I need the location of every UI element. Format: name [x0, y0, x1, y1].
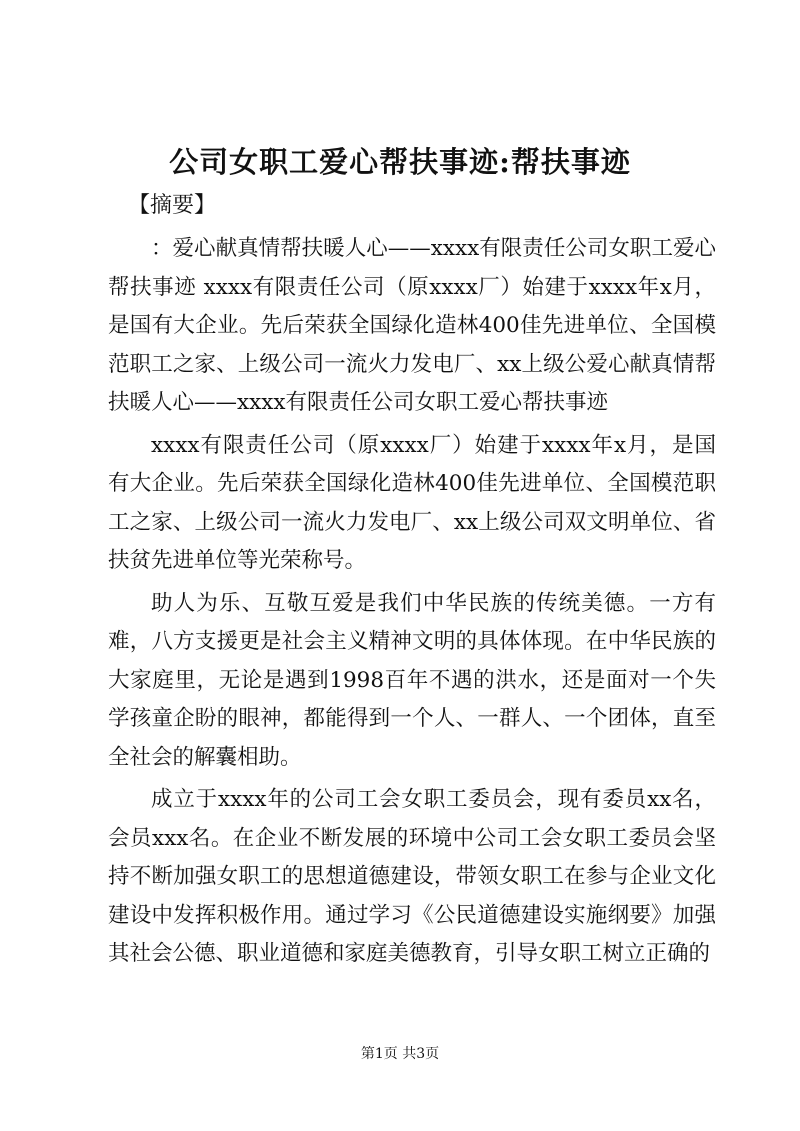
paragraph-4: 成立于xxxx年的公司工会女职工委员会，现有委员xx名，会员xxx名。在企业不断发展的环境中公司工会女职工委员会坚持不断加强女职工的思想道德建设，带领女职工在参与企业文化建设中发挥积极作用。通过学习《公民道德建设实施纲要》加强其社会公德、职业道德和家庭美德教育，引导女职工树立正确的 — [108, 787, 716, 966]
paragraph-1: ：爱心献真情帮扶暖人心——xxxx有限责任公司女职工爱心帮扶事迹 xxxx有限责任公司（原xxxx厂）始建于xxxx年x月，是国有大企业。先后荣获全国绿化造林400佳先进单位、全国模范职工之家、上级公司一流火力发电厂、xx上级公爱心献真情帮扶暖人心——xxxx有限责任公司女职工爱心帮扶事迹 — [108, 236, 716, 415]
paragraph-3: 助人为乐、互敬互爱是我们中华民族的传统美德。一方有难，八方支援更是社会主义精神文明的具体体现。在中华民族的大家庭里，无论是遇到1998百年不遇的洪水，还是面对一个失学孩童企盼的眼神，都能得到一个人、一群人、一个团体，直至全社会的解囊相助。 — [108, 590, 716, 770]
page-footer: 第1页 共3页 — [360, 1046, 440, 1062]
abstract-label: 【摘要】 — [128, 193, 217, 218]
document-body — [108, 230, 716, 978]
document-title: 公司女职工爱心帮扶事迹:帮扶事迹 — [169, 145, 631, 179]
paragraph-2: xxxx有限责任公司（原xxxx厂）始建于xxxx年x月，是国有大企业。先后荣获全国绿化造林400佳先进单位、全国模范职工之家、上级公司一流火力发电厂、xx上级公司双文明单位、省扶贫先进单位等光荣称号。 — [108, 432, 716, 573]
